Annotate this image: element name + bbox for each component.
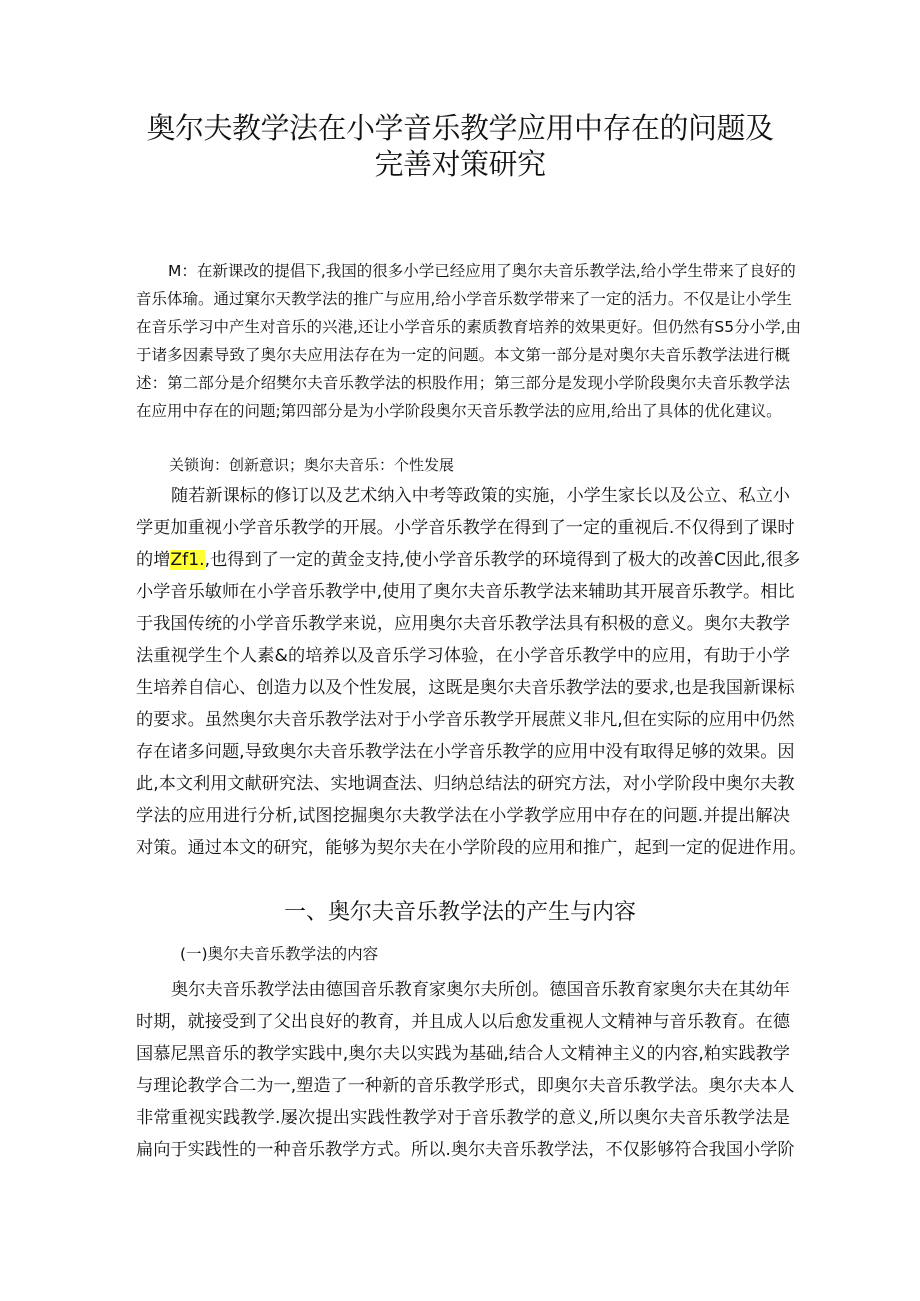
section-line: 非常重视实践教学.屡次提出实践性教学对于音乐教学的意义,所以奥尔夫音乐教学法是: [136, 1108, 790, 1128]
intro-line: 学更加重视小学音乐教学的开展。小学音乐教学在得到了一定的重视后.不仅得到了课时: [136, 518, 795, 538]
intro-line: 对策。通过本文的研究，能够为契尔夫在小学阶段的应用和推广，起到一定的促进作用。: [136, 838, 807, 858]
intro-line: 生培养自信心、创造力以及个性发展，这既是奥尔夫音乐教学法的要求,也是我国新课标: [136, 678, 795, 698]
abstract-line: M：在新课改的提倡下,我国的很多小学已经应用了奥尔夫音乐教学法,给小学生带来了良好的: [168, 262, 796, 280]
keywords: 关锁询：创新意识；奥尔夫音乐：个性发展: [169, 456, 455, 474]
abstract-line: 述：第二部分是介绍樊尔夫音乐教学法的枳股作用；第三部分是发现小学阶段奥尔夫音乐教学法: [136, 374, 790, 392]
abstract-line: 在音乐学习中产生对音乐的兴港,还让小学音乐的素质教育培养的效果更好。但仍然有S5分小学,由: [136, 318, 802, 336]
intro-line: 的要求。虽然奥尔夫音乐教学法对于小学音乐教学开展蔗义非凡,但在实际的应用中仍然: [136, 710, 795, 730]
intro-line: 于我国传统的小学音乐教学来说，应用奥尔夫音乐教学法具有积极的意义。奥尔夫教学: [136, 614, 790, 634]
highlighted-text: Zf1.: [170, 550, 205, 570]
section-line: 时期，就接受到了父出良好的教育，并且成人以后愈发重视人文精神与音乐教育。在德: [136, 1012, 790, 1032]
section-line: 扁向于实践性的一种音乐教学方式。所以.奥尔夫音乐教学法，不仅影够符合我国小学阶: [136, 1140, 795, 1160]
intro-line: 学法的应用进行分析,试图挖掘奥尔夫教学法在小学教学应用中存在的问题.并提出解决: [136, 806, 790, 826]
section-line: 国慕尼黑音乐的教学实践中,奥尔夫以实践为基础,结合人文精神主义的内容,粕实践教学: [136, 1044, 790, 1064]
abstract-line: 于诸多因素导致了奥尔夫应用法存在为一定的问题。本文第一部分是对奥尔夫音乐教学法进行概: [136, 346, 790, 364]
section-heading: 一、奥尔夫音乐教学法的产生与内容: [283, 900, 636, 925]
intro-line: 随若新课标的修订以及艺术纳入中考等政策的实施，小学生家长以及公立、私立小: [171, 486, 790, 506]
intro-line-rest: ,也得到了一定的黄金支持,使小学音乐教学的环境得到了极大的改善C因此,很多: [204, 550, 801, 570]
intro-line: 小学音乐敏师在小学音乐教学中,使用了奥尔夫音乐教学法来辅助其开展音乐教学。相比: [136, 582, 795, 602]
abstract-line: 音乐体瑜。通过窠尔天教学法的推广与应用,给小学音乐数学带来了一定的活力。不仅是让小学生: [136, 290, 792, 308]
subsection-heading: (一)奥尔夫音乐教学法的内容: [180, 945, 379, 963]
intro-line-start: 的增: [136, 550, 171, 570]
intro-line: [136, 544, 801, 576]
title-line-1: 奥尔夫教学法在小学音乐教学应用中存在的问题及: [146, 111, 774, 145]
abstract-line: 在应用中存在的问题;第四部分是为小学阶段奥尔天音乐教学法的应用,给出了具体的优化建议。: [136, 402, 782, 420]
title-line-2: 完善对策研究: [374, 147, 546, 181]
intro-line: 法重视学生个人素&的培养以及音乐学习体验，在小学音乐教学中的应用，有助于小学: [136, 646, 790, 666]
intro-line: 此,本文利用文献研究法、实地调查法、归纳总结法的研究方法，对小学阶段中奥尔夫教: [136, 774, 795, 794]
section-line: 奥尔夫音乐教学法由德国音乐教育家奥尔夫所创。德国音乐教育家奥尔夫在其幼年: [171, 980, 790, 1000]
intro-line: 存在诸多问题,导致奥尔夫音乐教学法在小学音乐教学的应用中没有取得足够的效果。因: [136, 742, 795, 762]
section-line: 与理论教学合二为一,塑造了一种新的音乐教学形式，即奥尔夫音乐教学法。奥尔夫本人: [136, 1076, 795, 1096]
